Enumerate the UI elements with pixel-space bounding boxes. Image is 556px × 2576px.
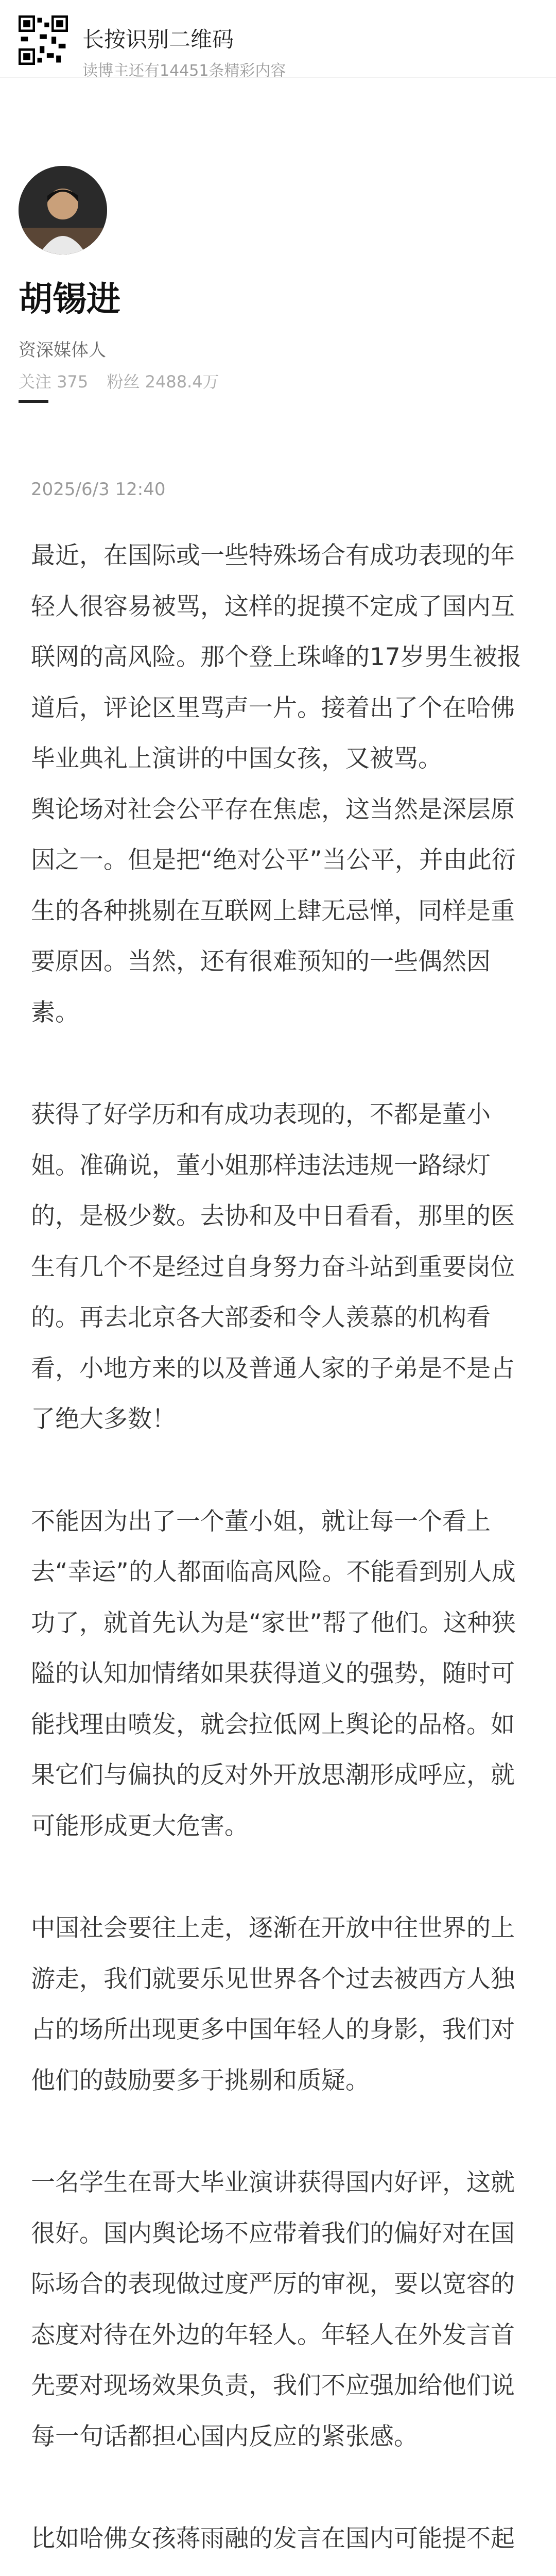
followers-count[interactable]: 粉丝 2488.4万 [107, 372, 219, 392]
paragraph: 中国社会要往上走，逐渐在开放中往世界的上游走，我们就要乐见世界各个过去被西方人独占的场所出现更多中国年轻人的身影，我们对他们的鼓励要多于挑剔和质疑。 [31, 1914, 515, 2095]
banner-title: 长按识别二维码 [82, 27, 234, 52]
paragraph: 不能因为出了一个董小姐，就让每一个看上去“幸运”的人都面临高风险。不能看到别人成功了，就首先认为是“家世”帮了他们。这种狭隘的认知加情绪如果获得道义的强势，随时可能找理由喷发，就会拉低网上舆论的品格。如果它们与偏执的反对外开放思潮形成呼应，就可能形成更大危害。 [31, 1507, 516, 1840]
author-stats [19, 369, 233, 393]
post-date: 2025/6/3 12:40 [31, 479, 166, 500]
article-body [31, 531, 525, 2576]
divider [19, 400, 48, 403]
qr-banner[interactable] [0, 0, 556, 78]
paragraph: 获得了好学历和有成功表现的，不都是董小姐。准确说，董小姐那样违法违规一路绿灯的，是极少数。去协和及中日看看，那里的医生有几个不是经过自身努力奋斗站到重要岗位的。再去北京各大部委和令人羡慕的机构看看，小地方来的以及普通人家的子弟是不是占了绝大多数！ [31, 1100, 515, 1433]
paragraph: 比如哈佛女孩蒋雨融的发言在国内可能提不起 [31, 2524, 515, 2553]
paragraph: 舆论场对社会公平存在焦虑，这当然是深层原因之一。但是把“绝对公平”当公平，并由此衍生的各种挑剔在互联网上肆无忌惮，同样是重要原因。当然，还有很难预知的一些偶然因素。 [31, 795, 516, 1027]
paragraph: 一名学生在哥大毕业演讲获得国内好评，这就很好。国内舆论场不应带着我们的偏好对在国际场合的表现做过度严厉的审视，要以宽容的态度对待在外边的年轻人。年轻人在外发言首先要对现场效果负责，我们不应强加给他们说每一句话都担心国内反应的紧张感。 [31, 2168, 515, 2451]
qr-code-icon [19, 15, 68, 65]
avatar[interactable] [19, 166, 107, 255]
banner-subtitle: 读博主还有14451条精彩内容 [82, 62, 286, 80]
following-count[interactable]: 关注 375 [19, 372, 89, 392]
avatar-photo-icon [19, 166, 107, 255]
author-name[interactable]: 胡锡进 [19, 279, 120, 319]
paragraph: 最近，在国际或一些特殊场合有成功表现的年轻人很容易被骂，这样的捉摸不定成了国内互联网的高风险。那个登上珠峰的17岁男生被报道后，评论区里骂声一片。接着出了个在哈佛毕业典礼上演讲的中国女孩，又被骂。 [31, 541, 522, 773]
author-description: 资深媒体人 [19, 340, 106, 361]
